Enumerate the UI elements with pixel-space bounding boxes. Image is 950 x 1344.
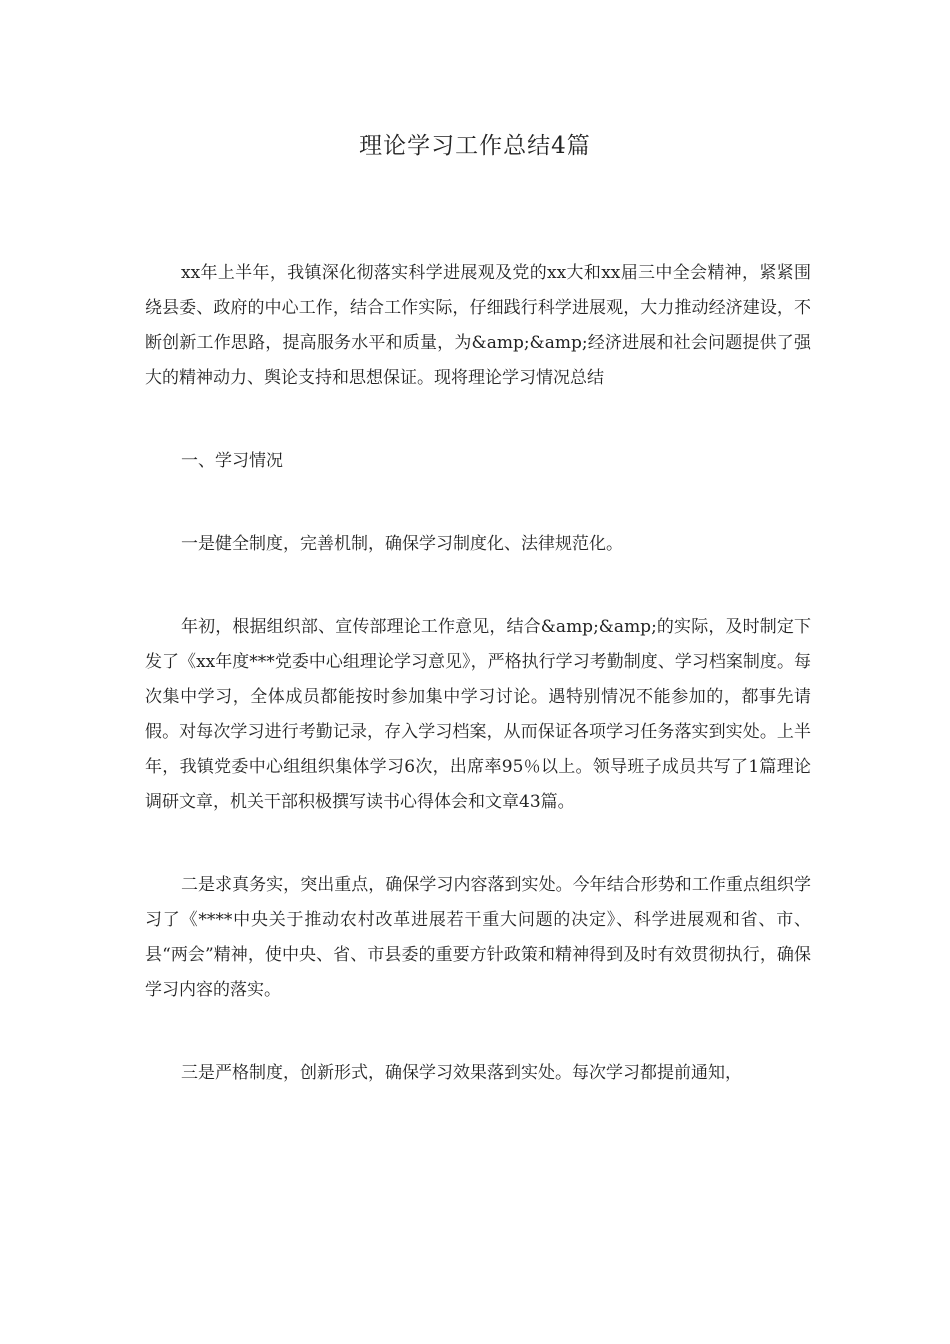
paragraph-point-one: 一是健全制度，完善机制，确保学习制度化、法律规范化。 [181, 534, 623, 554]
paragraph-intro: xx年上半年，我镇深化彻落实科学进展观及党的xx大和xx届三中全会精神，紧紧围绕县委、政府的中心工作，结合工作实际，仔细践行科学进展观，大力推动经济建设，不断创新工作思路，提高服务水平和质量，为&amp;&amp;经济进展和社会问题提供了强大的精神动力、舆论支持和思想保证。现将理论学习情况总结 [145, 263, 811, 388]
document-title: 理论学习工作总结4篇 [359, 133, 591, 159]
document-body [145, 256, 811, 1091]
paragraph-point-one-detail: 年初，根据组织部、宣传部理论工作意见，结合&amp;&amp;的实际，及时制定下发了《xx年度***党委中心组理论学习意见》，严格执行学习考勤制度、学习档案制度。每次集中学习，全体成员都能按时参加集中学习讨论。遇特别情况不能参加的，都事先请假。对每次学习进行考勤记录，存入学习档案，从而保证各项学习任务落实到实处。上半年，我镇党委中心组组织集体学习6次，出席率95％以上。领导班子成员共写了1篇理论调研文章，机关干部积极撰写读书心得体会和文章43篇。 [145, 617, 811, 812]
section-heading-learning: 一、学习情况 [181, 451, 283, 471]
paragraph-point-two: 二是求真务实，突出重点，确保学习内容落到实处。今年结合形势和工作重点组织学习了《****中央关于推动农村改革进展若干重大问题的决定》、科学进展观和省、市、县“两会”精神，使中央、省、市县委的重要方针政策和精神得到及时有效贯彻执行，确保学习内容的落实。 [145, 875, 811, 1000]
paragraph-point-three: 三是严格制度，创新形式，确保学习效果落到实处。每次学习都提前通知， [181, 1063, 742, 1083]
